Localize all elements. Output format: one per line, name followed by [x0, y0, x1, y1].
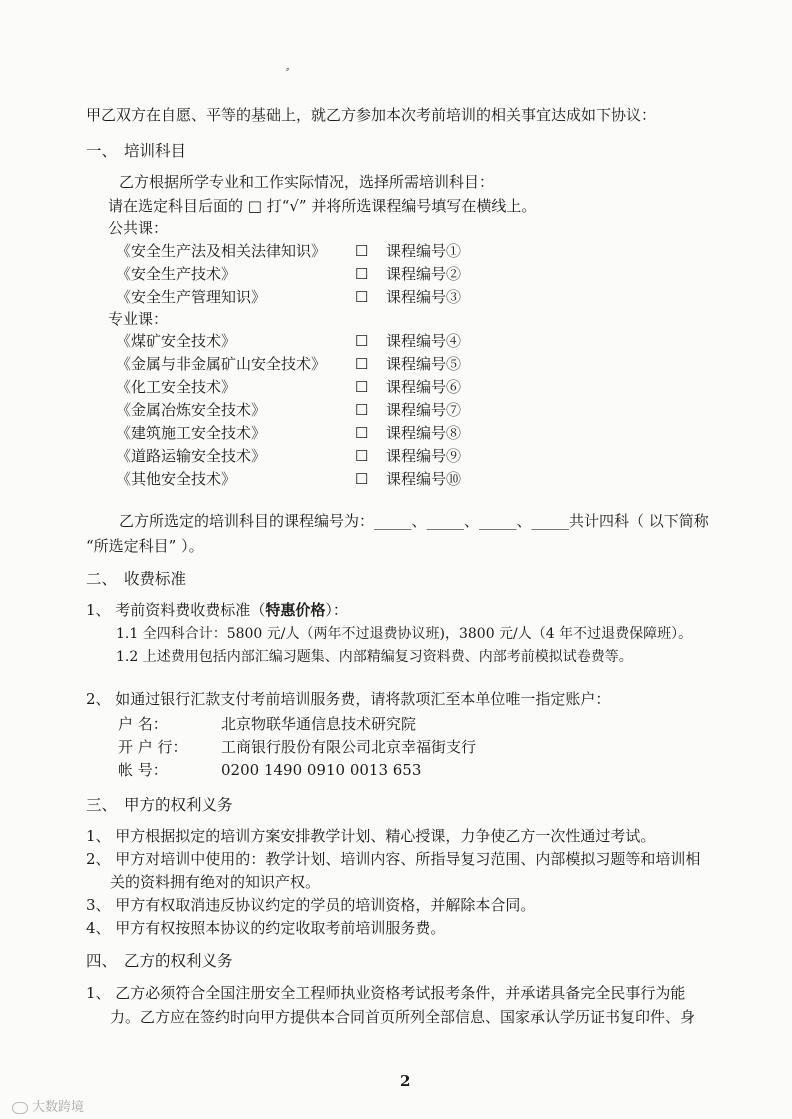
watermark — [12, 1096, 84, 1115]
fee-item-1-1: 1.1 全四科合计：5800 元/人（两年不过退费协议班)，3800 元/人（4 年不过退费保障班）。 — [116, 626, 693, 642]
section3-item-2-cont: 关的资料拥有绝对的知识产权。 — [110, 873, 321, 891]
course-code: 课程编号⑥ — [386, 378, 462, 396]
course-code: 课程编号⑧ — [386, 424, 462, 442]
course-name: 《煤矿安全技术》 — [116, 332, 237, 350]
course-name: 《安全生产技术》 — [116, 265, 237, 283]
section2-number: 二、 — [86, 570, 118, 588]
account-name-label: 户 名： — [118, 715, 168, 733]
course-code: 课程编号⑩ — [386, 470, 462, 488]
course-name: 《化工安全技术》 — [116, 378, 237, 396]
public-courses-label: 公共课： — [108, 219, 169, 237]
bank-transfer-line: 2、 如通过银行汇款支付考前培训服务费，请将款项汇至本单位唯一指定账户： — [86, 690, 611, 708]
course-code: 课程编号① — [386, 242, 462, 260]
fee-item-1-2: 1.2 上述费用包括内部汇编习题集、内部精编复习资料费、内部考前模拟试卷费等。 — [116, 649, 633, 665]
course-code: 课程编号② — [386, 265, 462, 283]
section2-title: 收费标准 — [124, 570, 187, 588]
course-name: 《其他安全技术》 — [116, 470, 237, 488]
account-number-value: 0200 1490 0910 0013 653 — [221, 761, 422, 779]
section1-title: 培训科目 — [124, 142, 187, 160]
account-number-label: 帐 号： — [118, 761, 168, 779]
course-checkbox[interactable]: ☐ — [355, 378, 369, 396]
page-number: 2 — [400, 1072, 411, 1090]
section1-line1: 乙方根据所学专业和工作实际情况，选择所需培训科目： — [119, 173, 495, 191]
section3-number: 三、 — [86, 796, 118, 814]
section3-item-4: 4、 甲方有权按照本协议的约定收取考前培训服务费。 — [86, 919, 446, 937]
course-code: 课程编号⑤ — [386, 355, 462, 373]
section4-number: 四、 — [86, 952, 118, 970]
fee-standard-bold: 特惠价格 — [265, 601, 326, 619]
account-name-value: 北京物联华通信息技术研究院 — [221, 715, 417, 733]
selected-courses-line2: “所选定科目” ）。 — [86, 537, 204, 555]
bank-label: 开 户 行： — [118, 738, 188, 756]
intro-paragraph: 甲乙双方在自愿、平等的基础上，就乙方参加本次考前培训的相关事宜达成如下协议： — [86, 106, 657, 124]
course-code: 课程编号④ — [386, 332, 462, 350]
section4-item-1: 1、 乙方必须符合全国注册安全工程师执业资格考试报考条件，并承诺具备完全民事行为能 — [86, 984, 686, 1002]
course-name: 《安全生产管理知识》 — [116, 288, 267, 306]
course-checkbox[interactable]: ☐ — [355, 470, 369, 488]
course-name: 《安全生产法及相关法律知识》 — [116, 242, 327, 260]
course-code: 课程编号⑦ — [386, 401, 462, 419]
section3-item-1: 1、 甲方根据拟定的培训方案安排教学计划、精心授课，力争使乙方一次性通过考试。 — [86, 827, 656, 845]
course-code: 课程编号⑨ — [386, 447, 462, 465]
course-checkbox[interactable]: ☐ — [355, 355, 369, 373]
section1-line2: 请在选定科目后面的 □ 打“√” 并将所选课程编号填写在横线上。 — [108, 197, 537, 215]
course-checkbox[interactable]: ☐ — [355, 332, 369, 350]
course-checkbox[interactable]: ☐ — [355, 447, 369, 465]
course-checkbox[interactable]: ☐ — [355, 288, 369, 306]
watermark-logo-icon — [12, 1102, 28, 1114]
course-name: 《建筑施工安全技术》 — [116, 424, 267, 442]
fee-standard-suffix: ）： — [325, 601, 348, 619]
selected-courses-line1: 乙方所选定的培训科目的课程编号为：_____、_____、_____、_____共计四科（ 以下简称 — [119, 512, 709, 530]
course-name: 《金属冶炼安全技术》 — [116, 401, 267, 419]
course-checkbox[interactable]: ☐ — [355, 401, 369, 419]
course-name: 《金属与非金属矿山安全技术》 — [116, 355, 327, 373]
section4-title: 乙方的权利义务 — [124, 952, 233, 970]
section3-title: 甲方的权利义务 — [124, 796, 233, 814]
fee-standard-prefix: 1、 考前资料费收费标准（ — [86, 601, 266, 619]
course-code: 课程编号③ — [386, 288, 462, 306]
watermark-text: 大数跨境 — [32, 1100, 85, 1115]
course-checkbox[interactable]: ☐ — [355, 265, 369, 283]
section4-item-1-cont: 力。乙方应在签约时向甲方提供本合同首页所列全部信息、国家承认学历证书复印件、身 — [110, 1008, 696, 1026]
course-checkbox[interactable]: ☐ — [355, 242, 369, 260]
fee-standard-line — [86, 600, 348, 620]
section1-number: 一、 — [86, 142, 118, 160]
course-checkbox[interactable]: ☐ — [355, 424, 369, 442]
stray-mark: ⸗ — [286, 64, 290, 75]
major-courses-label: 专业课： — [108, 310, 169, 328]
course-name: 《道路运输安全技术》 — [116, 447, 267, 465]
section3-item-2: 2、 甲方对培训中使用的：教学计划、培训内容、所指导复习范围、内部模拟习题等和培训相 — [86, 850, 701, 868]
bank-value: 工商银行股份有限公司北京幸福街支行 — [221, 738, 477, 756]
section3-item-3: 3、 甲方有权取消违反协议约定的学员的培训资格，并解除本合同。 — [86, 896, 536, 914]
